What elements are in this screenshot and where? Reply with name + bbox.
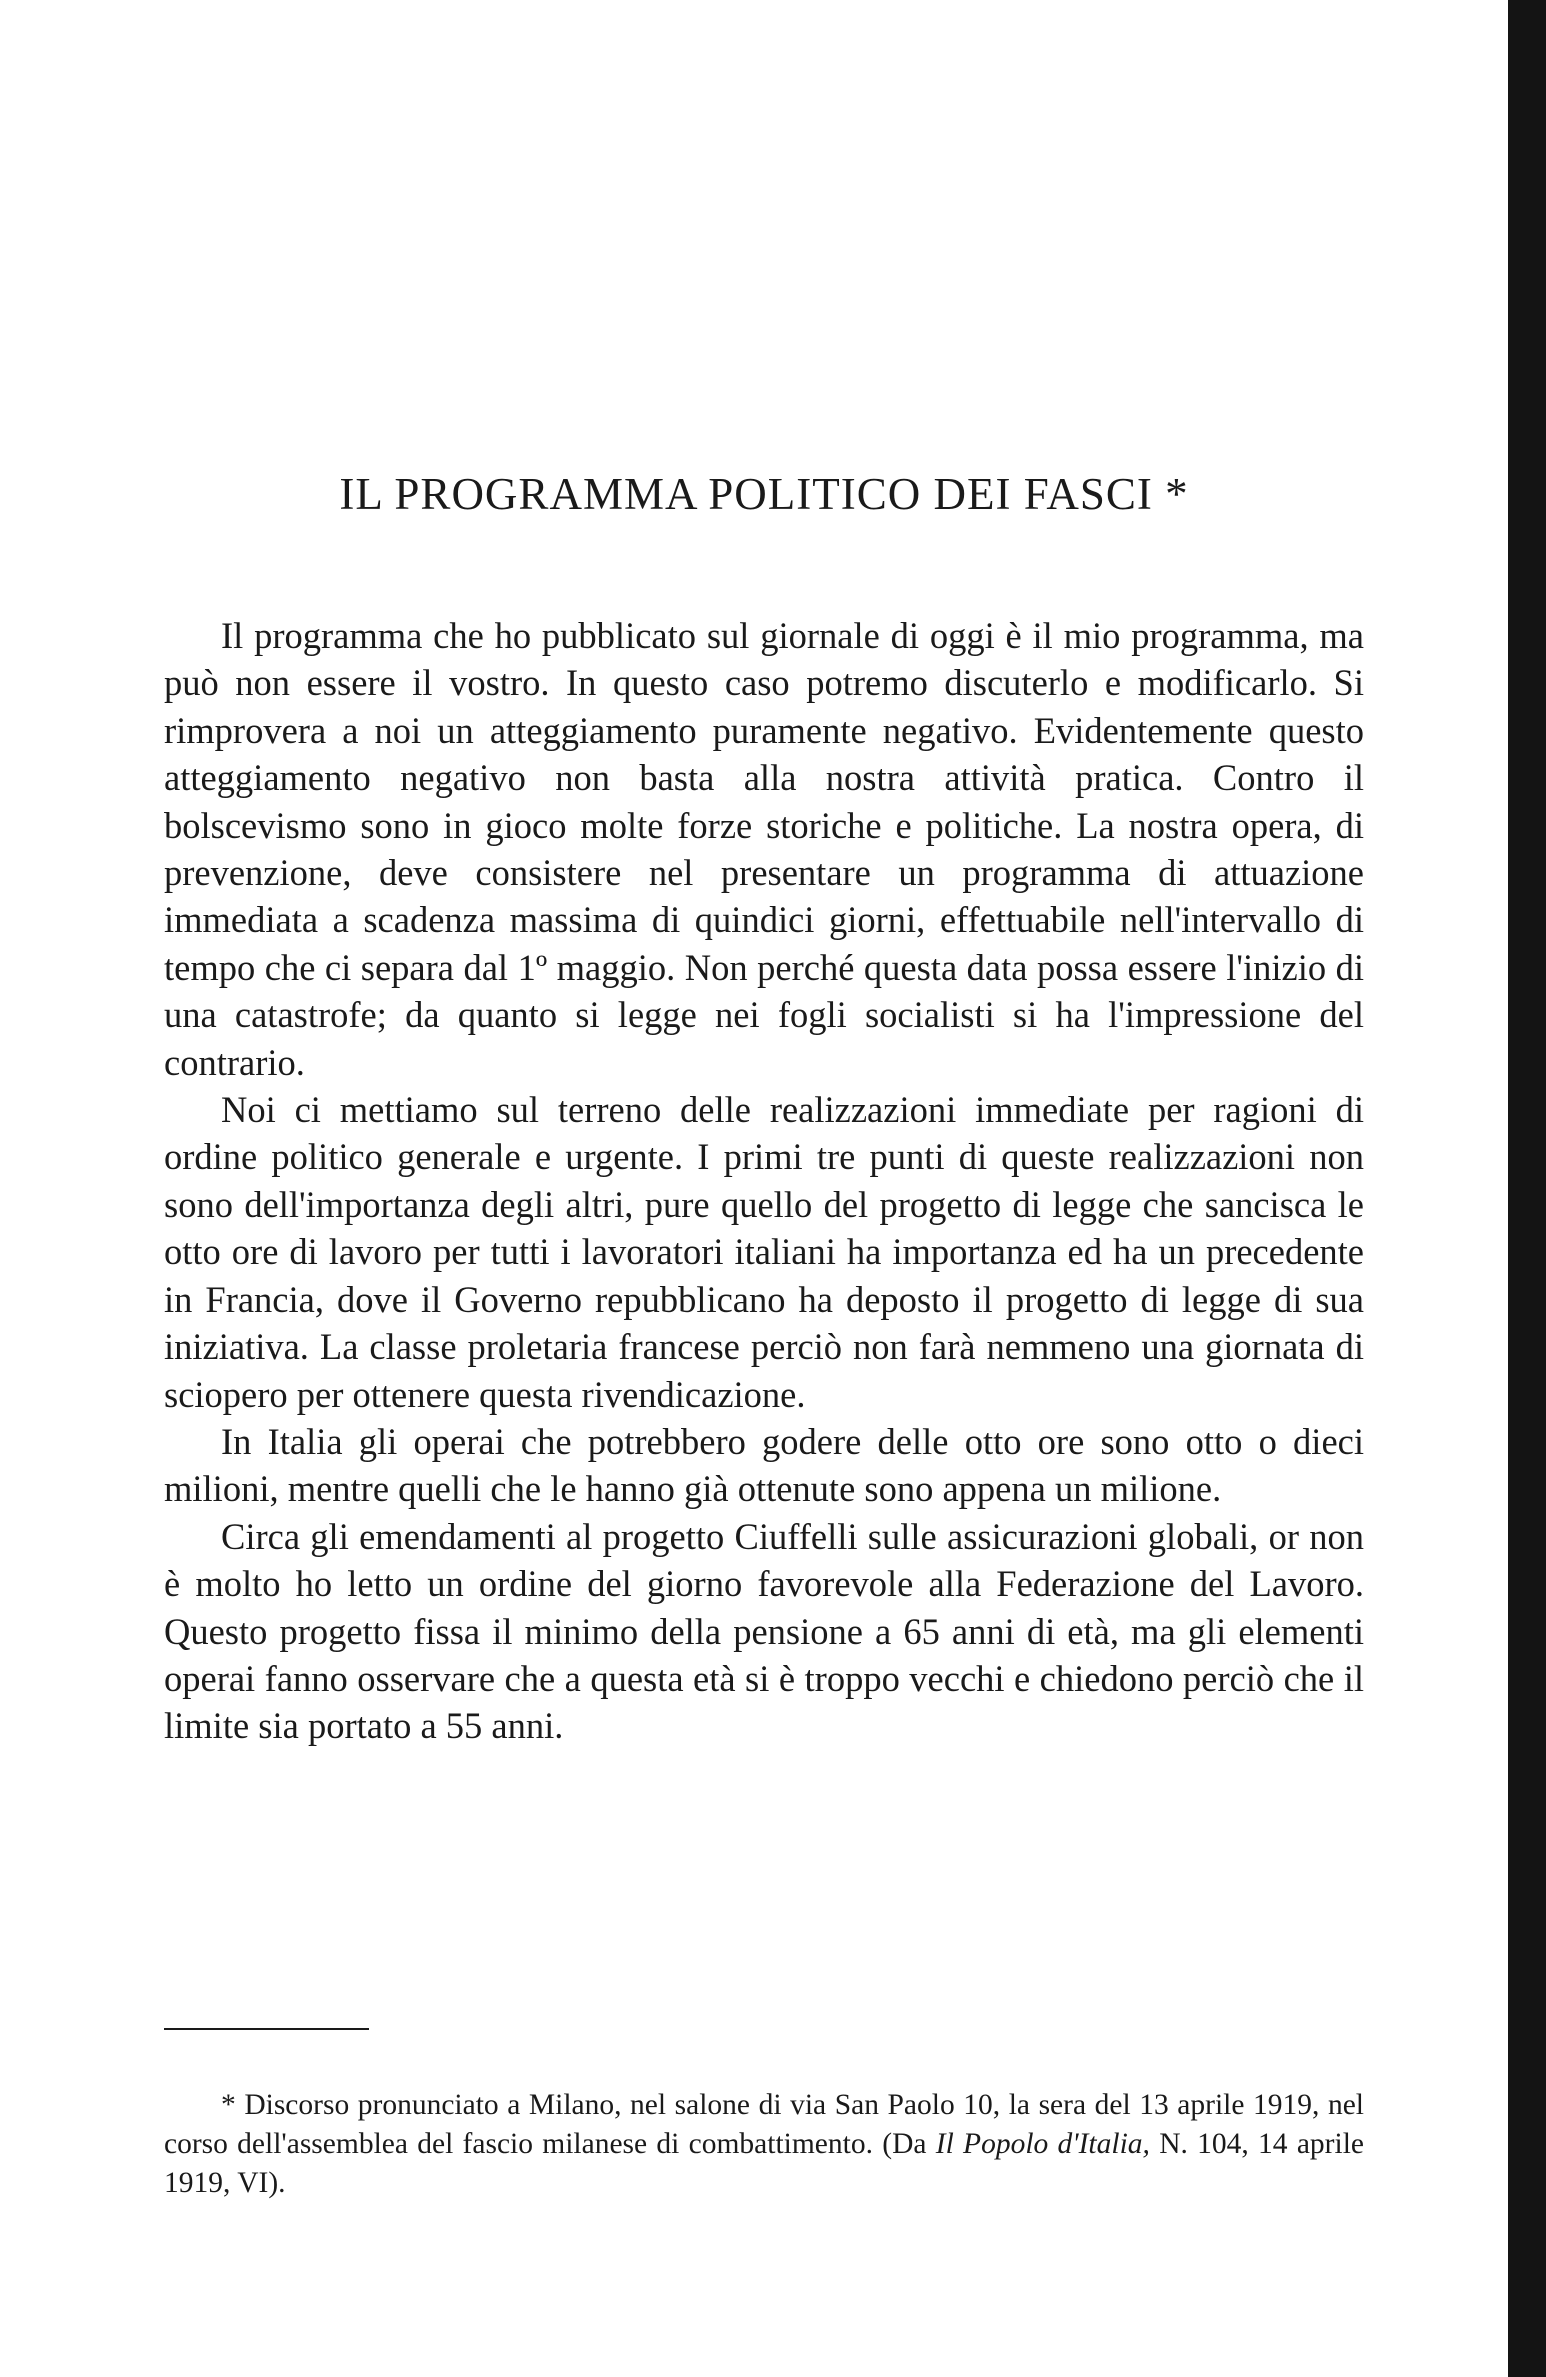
body-text [164,612,1364,1750]
page-title: IL PROGRAMMA POLITICO DEI FASCI * [339,469,1189,519]
footnote-divider [164,2028,369,2030]
footnote-text: * Discorso pronunciato a Milano, nel salone di via San Paolo 10, la sera del 13 aprile 1919, nel corso dell'assemblea del fascio milanese di combattimento. (Da [164,2089,1364,2160]
paragraph: Il programma che ho pubblicato sul giornale di oggi è il mio programma, ma può non essere il vostro. In questo caso potremo discuterlo e modificarlo. Si rimprovera a noi un atteggiamento puramente negativo. Evidentemente questo atteggiamento negativo non basta alla nostra attività pratica. Contro il bolscevismo sono in gioco molte forze storiche e politiche. La nostra opera, di prevenzione, deve consistere nel presentare un programma di attuazione immediata a scadenza massima di quindici giorni, effettuabile nell'intervallo di tempo che ci separa dal 1º maggio. Non perché questa data possa essere l'inizio di una catastrofe; da quanto si legge nei fogli socialisti si ha l'impressione del contrario. [164,615,1364,1083]
footnote-source-title: Il Popolo d'Italia, [935,2128,1150,2160]
footnote [164,2086,1364,2203]
paragraph: Noi ci mettiamo sul terreno delle realizzazioni immediate per ragioni di ordine politico generale e urgente. I primi tre punti di queste realizzazioni non sono dell'importanza degli altri, pure quello del progetto di legge che sancisca le otto ore di lavoro per tutti i lavoratori italiani ha importanza ed ha un precedente in Francia, dove il Governo repubblicano ha deposto il progetto di legge di sua iniziativa. La classe proletaria francese perciò non farà nemmeno una giornata di sciopero per ottenere questa rivendicazione. [164,1089,1364,1415]
paragraph: In Italia gli operai che potrebbero godere delle otto ore sono otto o dieci milioni, mentre quelli che le hanno già ottenute sono appena un milione. [164,1420,1364,1510]
paragraph: Circa gli emendamenti al progetto Ciuffelli sulle assicurazioni globali, or non è molto ho letto un ordine del giorno favorevole alla Federazione del Lavoro. Questo progetto fissa il minimo della pensione a 65 anni di età, ma gli elementi operai fanno osservare che a questa età si è troppo vecchi e chiedono perciò che il limite sia portato a 55 anni. [164,1515,1364,1747]
document-page [164,0,1364,2377]
scan-edge [1508,0,1546,2377]
footnote-source-details: N. 104, 14 aprile 1919, VI). [164,2128,1364,2199]
